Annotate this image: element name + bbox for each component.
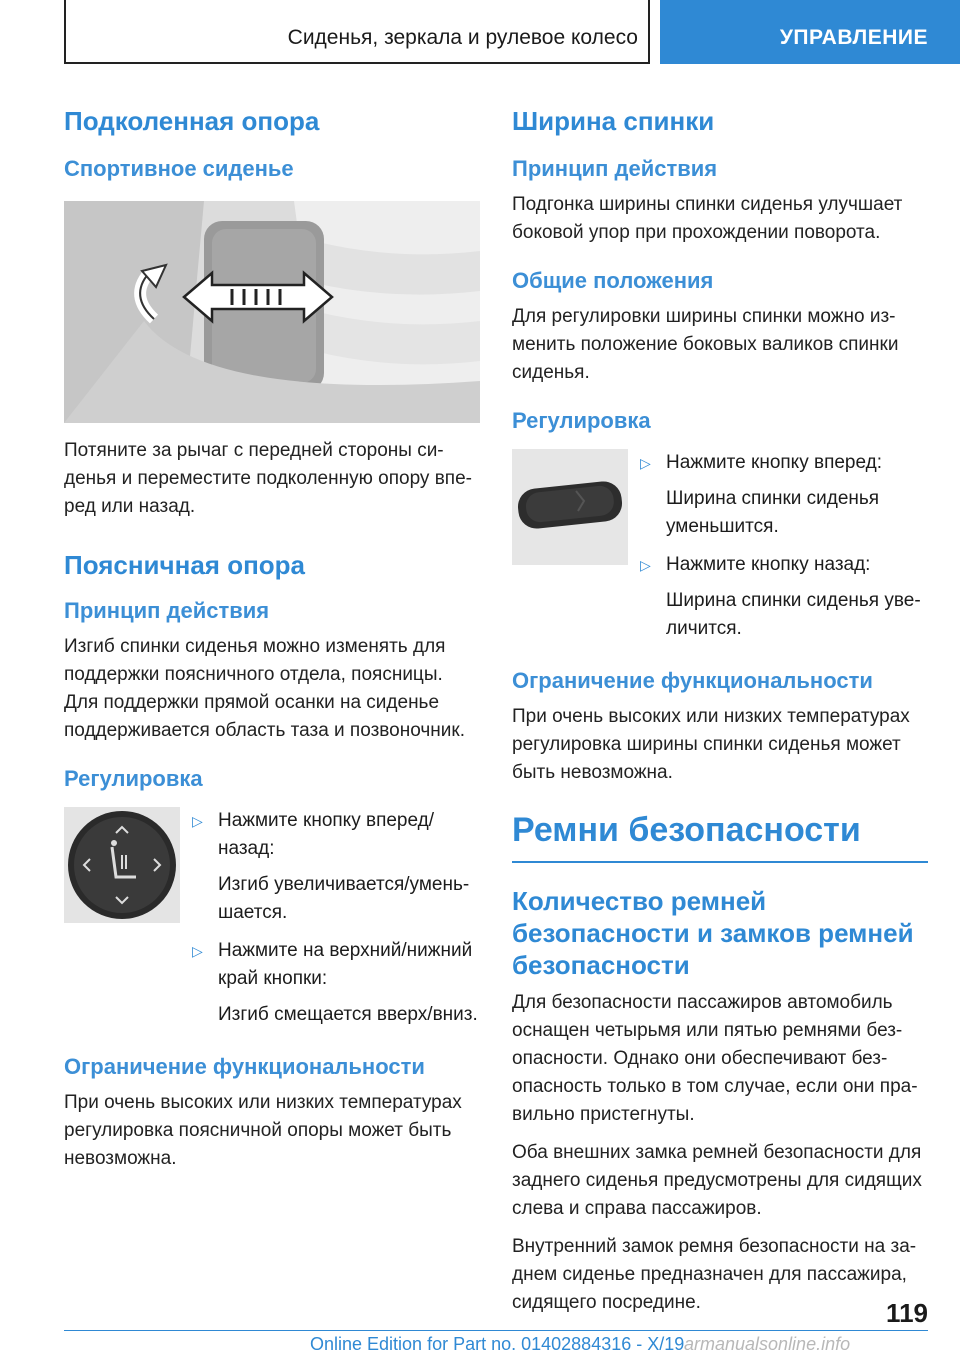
left-column (64, 100, 480, 1173)
chapter-title: Сиденья, зеркала и рулевое колесо (287, 26, 638, 49)
width-general-text: Для регулировки ширины спинки можно из-менить положение боковых валиков спинки сиденья. (512, 306, 899, 383)
belts-paragraph-1: Для безопасности пассажиров автомобиль оснащен четырьмя или пятью ремнями без-опасности. Однако они обеспечивают без-опасность только в том случае, если они пра-вильно пристегнуты. (512, 992, 918, 1125)
seat-photo-illustration (64, 201, 480, 423)
knee-support-title: Подколенная опора (64, 106, 320, 136)
width-general-title: Общие положения (512, 268, 714, 293)
width-button-image (512, 449, 628, 565)
width-step-2 (640, 551, 928, 643)
width-adjust-block (512, 449, 928, 643)
backrest-width-title: Ширина спинки (512, 106, 715, 136)
belts-paragraph-3: Внутренний замок ремня безопасности на за-днем сиденье предназначен для пассажира, сидящего посредине. (512, 1236, 917, 1313)
triangle-right-icon: ▷ (192, 813, 203, 829)
triangle-right-icon: ▷ (640, 557, 651, 573)
width-step-2-result: Ширина спинки сиденья уве-личится. (666, 590, 921, 639)
lumbar-step-2-result: Изгиб смещается вверх/вниз. (218, 1004, 478, 1025)
lumbar-principle-text: Изгиб спинки сиденья можно изменять для поддержки поясничного отдела, поясницы. Для поддержки прямой осанки на сиденье поддерживается область таза и позвоночник. (64, 636, 465, 741)
section-title: УПРАВЛЕНИЕ (779, 26, 928, 49)
belts-paragraph-2: Оба внешних замка ремней безопасности для заднего сиденья предусмотрены для сидящих слева и справа пассажиров. (512, 1142, 922, 1219)
width-limit-title: Ограничение функциональности (512, 668, 873, 693)
watermark: armanualsonline.info (684, 1334, 851, 1354)
page-number: 119 (886, 1298, 928, 1328)
width-steps-list (640, 449, 928, 643)
right-column (512, 100, 928, 1317)
width-adjust-title: Регулировка (512, 408, 651, 433)
lumbar-step-1 (192, 807, 480, 927)
footer-rule (64, 1330, 928, 1331)
width-limit-text: При очень высоких или низких температурах регулировка ширины спинки сиденья может быть невозможна. (512, 706, 910, 783)
lumbar-step-1-result: Изгиб увеличивается/умень-шается. (218, 874, 470, 923)
lumbar-limit-text: При очень высоких или низких температурах регулировка поясничной опоры может быть невозможна. (64, 1092, 462, 1169)
width-principle-text: Подгонка ширины спинки сиденья улучшает боковой упор при прохождении поворота. (512, 194, 903, 243)
width-step-1-action: Нажмите кнопку вперед: (666, 452, 883, 473)
lumbar-step-1-action: Нажмите кнопку вперед/назад: (218, 810, 435, 859)
lumbar-support-title: Поясничная опора (64, 550, 306, 580)
lumbar-button-image (64, 807, 180, 923)
seat-belts-title: Ремни безопасности (512, 809, 928, 863)
lumbar-steps-list (192, 807, 480, 1029)
edition-info: Online Edition for Part no. 01402884316 - X/19 (310, 1334, 685, 1354)
page-header (0, 0, 960, 66)
knee-support-photo (64, 201, 480, 423)
width-step-1 (640, 449, 928, 541)
lumbar-adjust-title: Регулировка (64, 766, 203, 791)
width-step-2-action: Нажмите кнопку назад: (666, 554, 871, 575)
lumbar-step-2 (192, 937, 480, 1029)
lumbar-limit-title: Ограничение функциональности (64, 1054, 425, 1079)
lumbar-principle-title: Принцип действия (64, 598, 270, 623)
sport-seat-subtitle: Спортивное сиденье (64, 156, 294, 181)
triangle-right-icon: ▷ (192, 943, 203, 959)
width-step-1-result: Ширина спинки сиденья уменьшится. (666, 488, 880, 537)
belts-count-title: Количество ремней безопасности и замков ремней безопасности (512, 886, 914, 980)
knee-support-text: Потяните за рычаг с передней стороны си-денья и переместите подколенную опору впе-ред или назад. (64, 440, 472, 517)
lumbar-control-icon (64, 807, 180, 923)
lumbar-step-2-action: Нажмите на верхний/нижний край кнопки: (218, 940, 473, 989)
triangle-right-icon: ▷ (640, 455, 651, 471)
width-control-icon (512, 449, 628, 565)
width-principle-title: Принцип действия (512, 156, 718, 181)
lumbar-adjust-block (64, 807, 480, 1029)
